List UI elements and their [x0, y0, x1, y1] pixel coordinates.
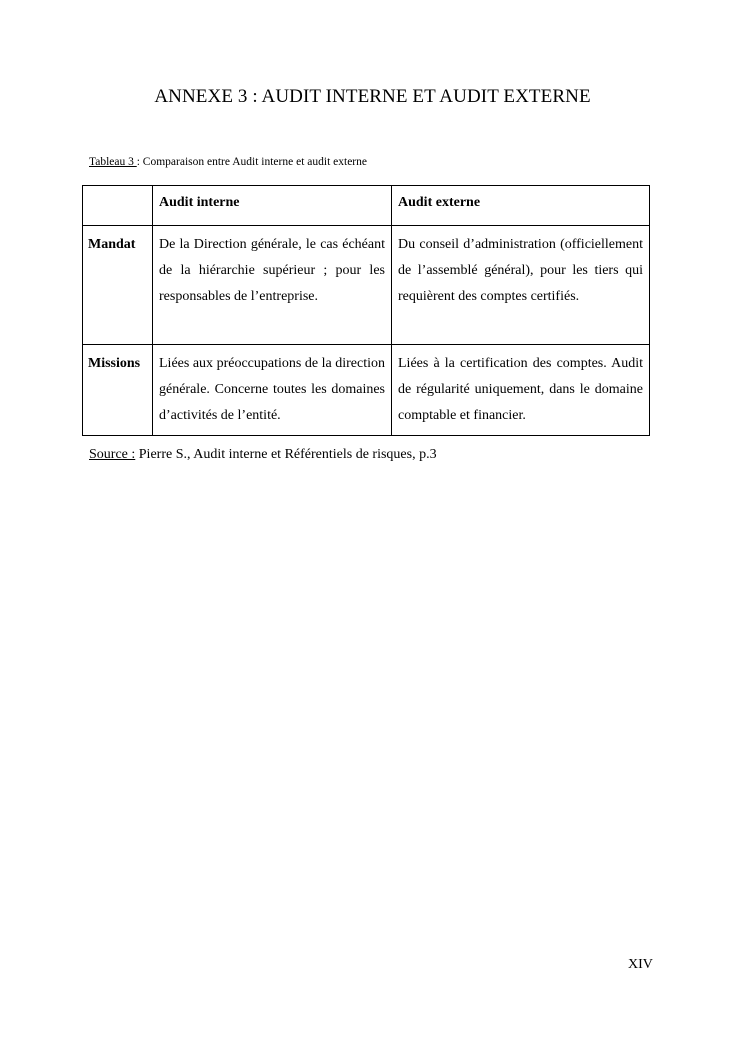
page-title: ANNEXE 3 : AUDIT INTERNE ET AUDIT EXTERNE: [154, 86, 591, 107]
row-label-mandat: Mandat: [83, 226, 153, 345]
cell-mandat-interne: De la Direction générale, le cas échéant de la hiérarchie supérieur ; pour les responsables de l’entreprise.: [153, 226, 392, 345]
header-empty-cell: [83, 186, 153, 226]
source-note: [89, 447, 437, 463]
table-caption: [89, 156, 367, 168]
table-caption-label: Tableau 3: [89, 156, 137, 168]
header-audit-externe: Audit externe: [392, 186, 650, 226]
table-row-mandat: [83, 226, 650, 345]
cell-missions-interne: Liées aux préoccupations de la direction générale. Concerne toutes les domaines d’activités de l’entité.: [153, 345, 392, 436]
header-audit-interne: Audit interne: [153, 186, 392, 226]
table-row-missions: [83, 345, 650, 436]
source-label: Source :: [89, 447, 136, 462]
row-label-missions: Missions: [83, 345, 153, 436]
cell-missions-externe: Liées à la certification des comptes. Audit de régularité uniquement, dans le domaine comptable et financier.: [392, 345, 650, 436]
table-caption-text: : Comparaison entre Audit interne et audit externe: [136, 156, 367, 168]
table-header-row: [83, 186, 650, 226]
cell-mandat-externe: Du conseil d’administration (officiellement de l’assemblé général), pour les tiers qui requièrent des comptes certifiés.: [392, 226, 650, 345]
comparison-table: [82, 185, 650, 436]
source-text: Pierre S., Audit interne et Référentiels de risques, p.3: [135, 447, 437, 462]
page-number: XIV: [628, 957, 653, 972]
